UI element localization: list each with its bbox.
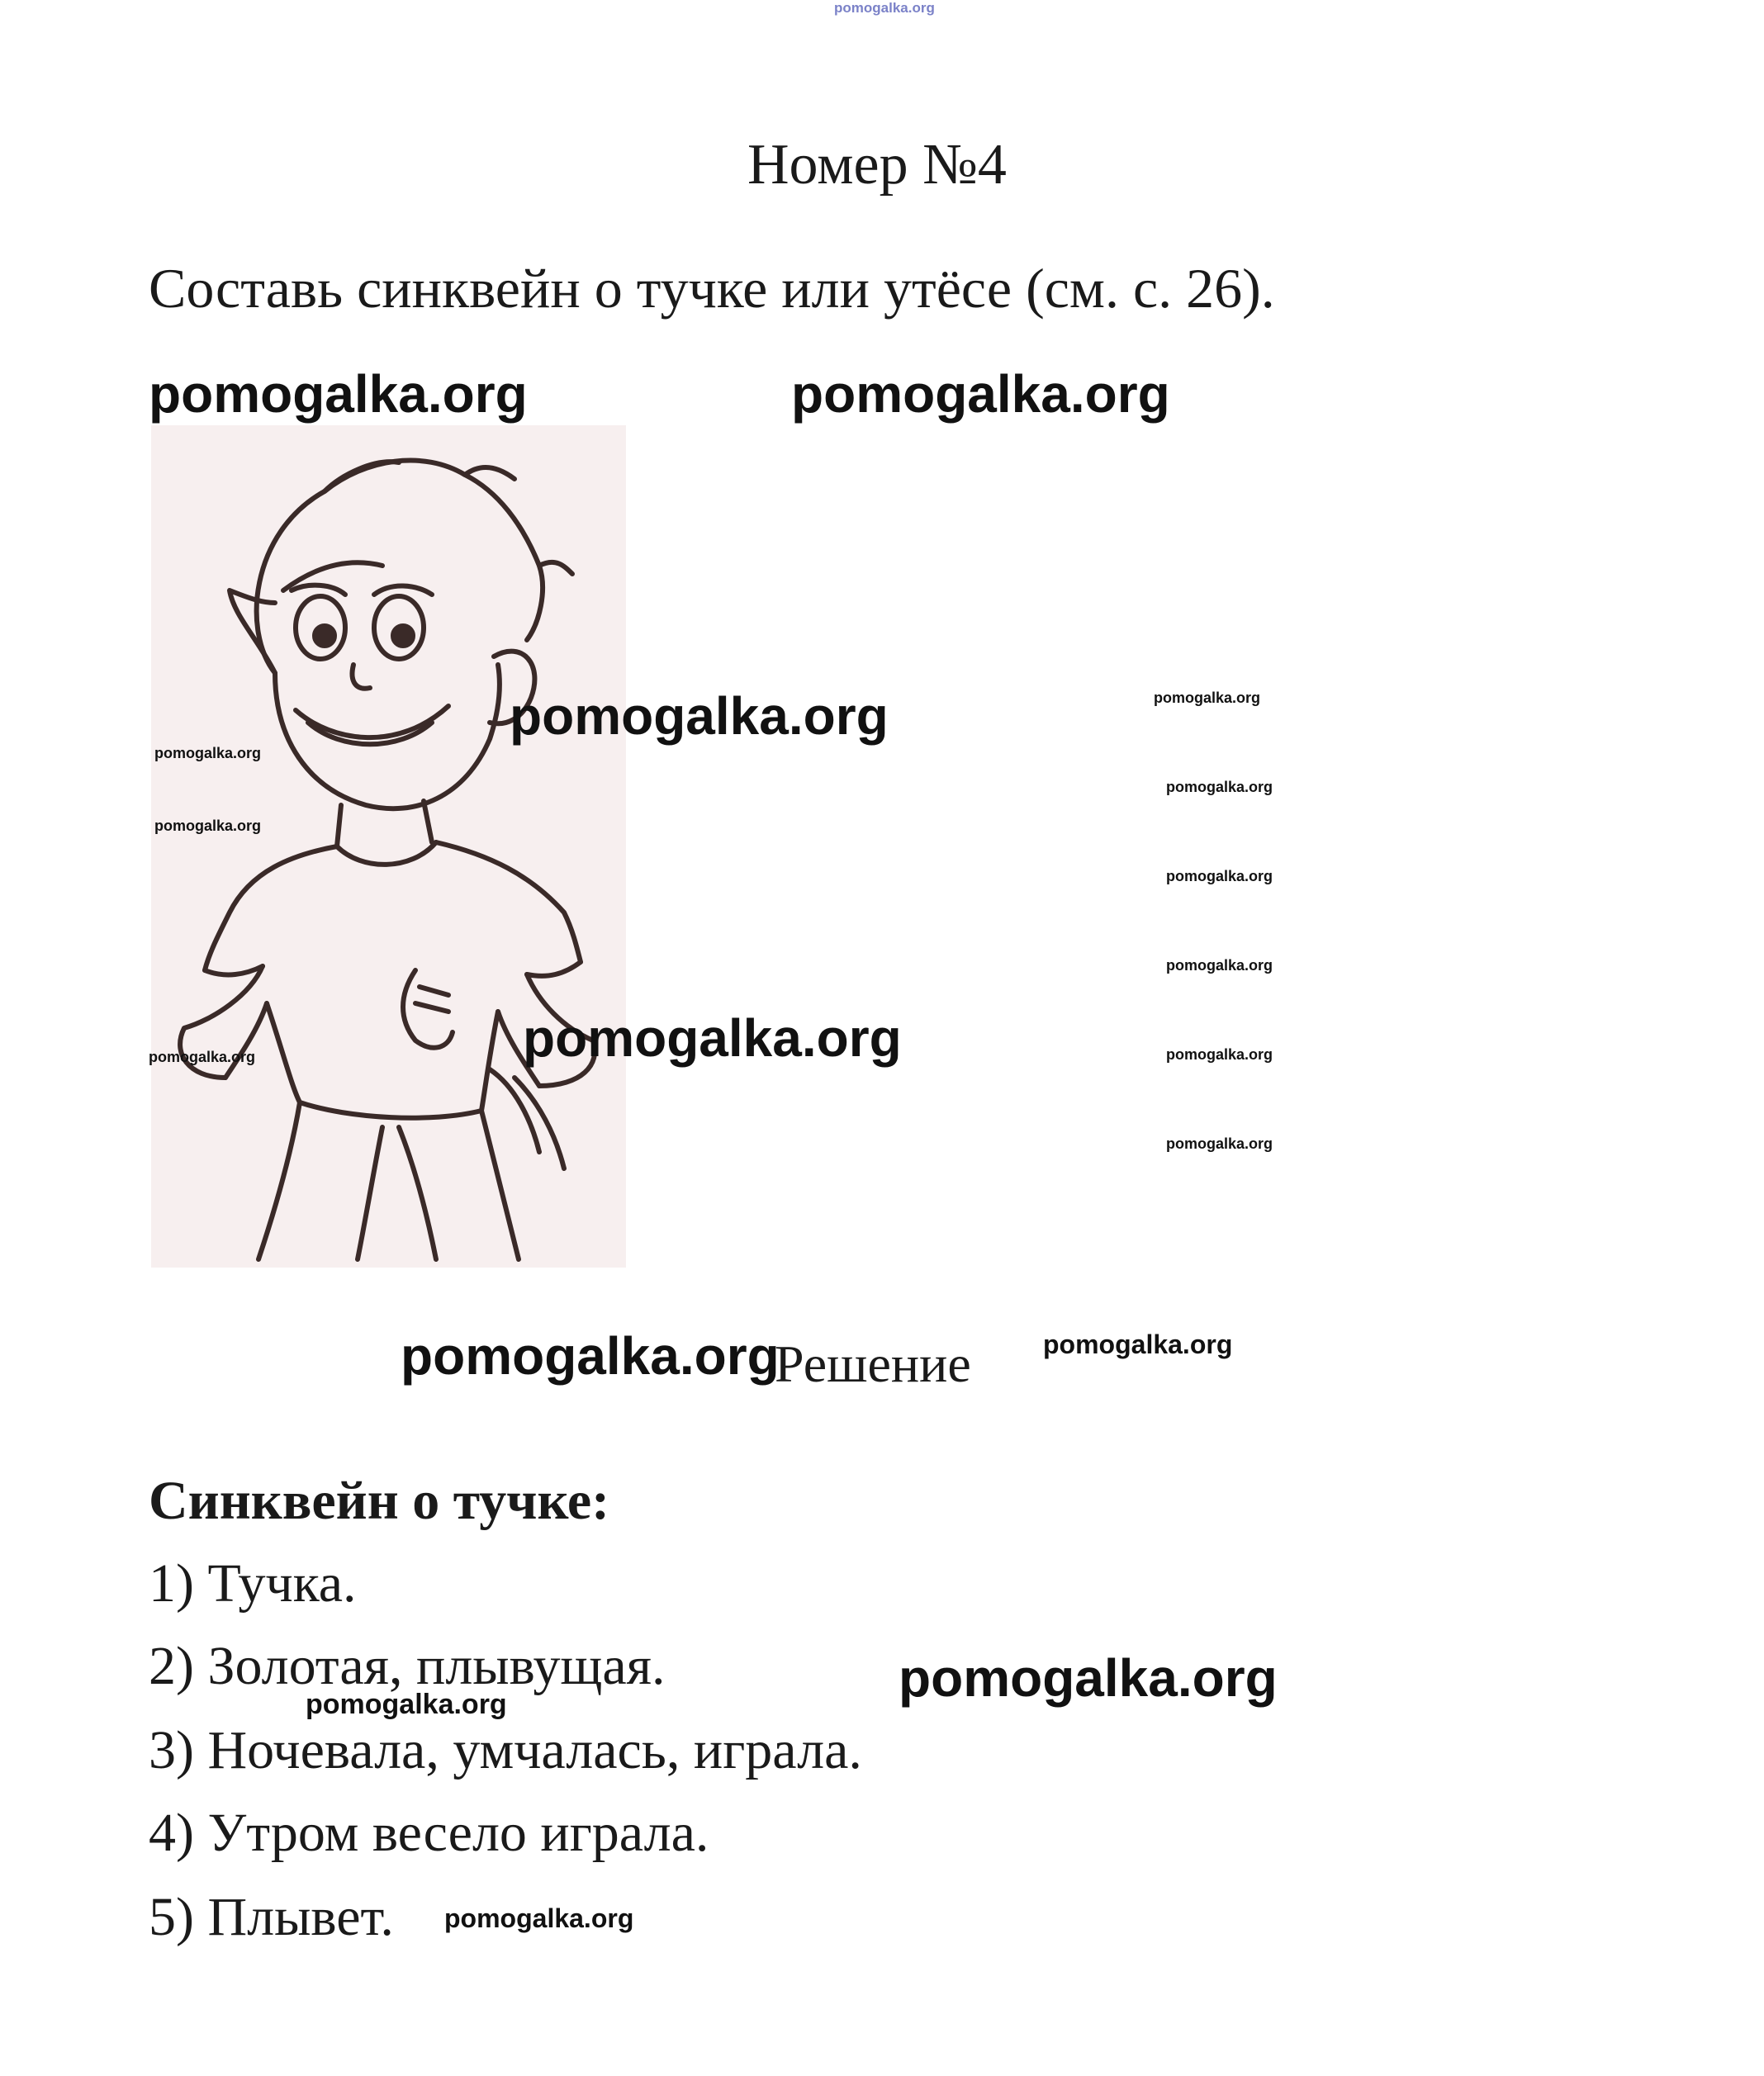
watermark: pomogalka.org: [444, 1903, 634, 1933]
watermark: pomogalka.org: [1166, 868, 1273, 884]
watermark: pomogalka.org: [401, 1326, 780, 1386]
boy-illustration: [151, 425, 626, 1268]
answer-line: 2) Золотая, плывущая.: [149, 1636, 666, 1696]
watermark: pomogalka.org: [1166, 1135, 1273, 1152]
page-title: Номер №4: [747, 133, 1007, 197]
answer-line: 3) Ночевала, умчалась, играла.: [149, 1720, 862, 1780]
answer-heading: Синквейн о тучке:: [149, 1471, 610, 1531]
answer-line: 5) Плывет.: [149, 1887, 394, 1947]
watermark: pomogalka.org: [149, 364, 528, 424]
answer-line: 4) Утром весело играла.: [149, 1803, 709, 1863]
watermark: pomogalka.org: [154, 745, 262, 761]
watermark: pomogalka.org: [1043, 1329, 1233, 1359]
answer-line: 1) Тучка.: [149, 1553, 357, 1614]
watermark: pomogalka.org: [154, 818, 262, 834]
watermark: pomogalka.org: [306, 1689, 507, 1720]
task-text: Составь синквейн о тучке или утёсе (см. с. 26).: [149, 257, 1275, 320]
top-watermark: pomogalka.org: [834, 0, 935, 16]
watermark: pomogalka.org: [1166, 1046, 1273, 1063]
watermark: pomogalka.org: [1154, 690, 1261, 706]
watermark: pomogalka.org: [1166, 957, 1273, 974]
watermark: pomogalka.org: [149, 1049, 256, 1065]
watermark: pomogalka.org: [510, 686, 889, 746]
solution-title: Решение: [775, 1334, 971, 1393]
watermark: pomogalka.org: [899, 1648, 1278, 1708]
watermark: pomogalka.org: [523, 1008, 902, 1068]
watermark: pomogalka.org: [791, 364, 1170, 424]
watermark: pomogalka.org: [1166, 779, 1273, 795]
boy-icon: [151, 425, 626, 1268]
